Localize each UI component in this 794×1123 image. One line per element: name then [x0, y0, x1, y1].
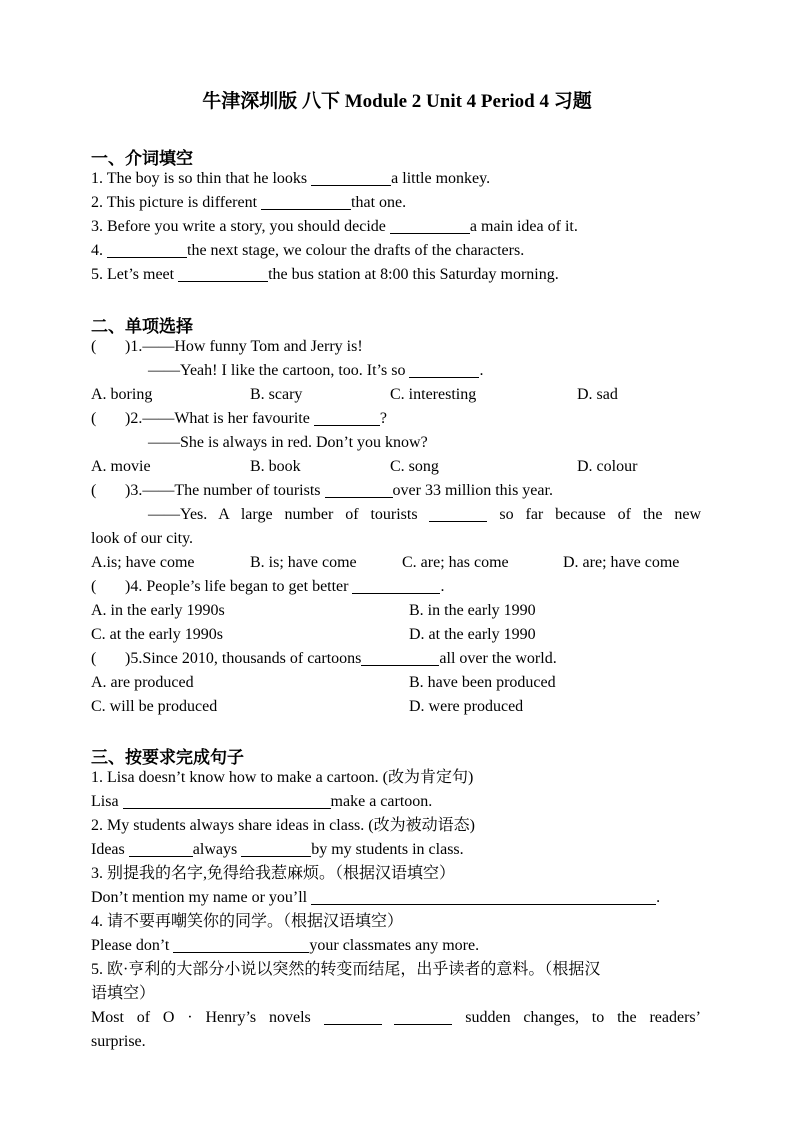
option-d[interactable]: D. were produced [409, 698, 524, 715]
s1-item-4: 4. the next stage, we colour the drafts of the characters. [91, 242, 525, 259]
option-b[interactable]: B. have been produced [409, 674, 556, 691]
answer-blank[interactable] [261, 193, 351, 210]
option-c[interactable]: C. will be produced [91, 698, 218, 715]
answer-blank[interactable] [390, 217, 470, 234]
answer-blank[interactable] [311, 888, 656, 905]
s1-item-5: 5. Let’s meet the bus station at 8:00 this Saturday morning. [91, 266, 559, 283]
section2-heading: 二、单项选择 [91, 317, 193, 336]
answer-blank[interactable] [107, 241, 187, 258]
mc-question-1: ( )1.——How funny Tom and Jerry is! [91, 338, 363, 355]
option-b[interactable]: B. is; have come [250, 554, 357, 571]
mc-question-5: ( )5.Since 2010, thousands of cartoons all over the world. [91, 650, 557, 667]
option-a[interactable]: A. boring [91, 386, 153, 403]
mc-question-2: ( )2.——What is her favourite ? [91, 410, 387, 427]
option-c[interactable]: C. interesting [390, 386, 477, 403]
option-a[interactable]: A. in the early 1990s [91, 602, 225, 619]
s3-answer-4: Please don’t your classmates any more. [91, 937, 480, 954]
answer-blank[interactable] [352, 577, 440, 594]
answer-blank[interactable] [314, 409, 380, 426]
option-d[interactable]: D. are; have come [563, 554, 680, 571]
answer-blank[interactable] [123, 792, 331, 809]
s1-item-2: 2. This picture is different that one. [91, 194, 407, 211]
option-a[interactable]: A.is; have come [91, 554, 195, 571]
option-b[interactable]: B. in the early 1990 [409, 602, 536, 619]
answer-blank[interactable] [241, 840, 311, 857]
option-c[interactable]: C. at the early 1990s [91, 626, 223, 643]
s3-question-5-continued: 语填空） [91, 985, 156, 1002]
s3-question-3: 3. 别提我的名字,免得给我惹麻烦。（根据汉语填空） [91, 865, 456, 882]
s3-question-1: 1. Lisa doesn’t know how to make a cartoon. (改为肯定句) [91, 769, 474, 786]
mc-question-4: ( )4. People’s life began to get better . [91, 578, 445, 595]
section1-heading: 一、介词填空 [91, 149, 193, 168]
mc-question-3-reply: ——Yes. A large number of tourists so far because of the new [148, 506, 702, 523]
mc-question-3: ( )3.——The number of tourists over 33 million this year. [91, 482, 553, 499]
mc-question-1-reply: ——Yeah! I like the cartoon, too. It’s so . [148, 362, 484, 379]
s3-answer-3: Don’t mention my name or you’ll . [91, 889, 661, 906]
option-a[interactable]: A. movie [91, 458, 151, 475]
option-d[interactable]: D. sad [577, 386, 618, 403]
s3-answer-1: Lisa make a cartoon. [91, 793, 433, 810]
s1-item-1: 1. The boy is so thin that he looks a little monkey. [91, 170, 491, 187]
option-c[interactable]: C. are; has come [402, 554, 509, 571]
answer-blank[interactable] [324, 1008, 382, 1025]
option-a[interactable]: A. are produced [91, 674, 194, 691]
page-title: 牛津深圳版 八下 Module 2 Unit 4 Period 4 习题 [202, 91, 592, 112]
answer-blank[interactable] [361, 649, 439, 666]
answer-blank[interactable] [394, 1008, 452, 1025]
mc-question-2-reply: ——She is always in red. Don’t you know? [148, 434, 428, 451]
section3-heading: 三、按要求完成句子 [91, 748, 244, 767]
mc-question-3-continued: look of our city. [91, 530, 194, 547]
s3-answer-2: Ideas always by my students in class. [91, 841, 464, 858]
s3-question-4: 4. 请不要再嘲笑你的同学。（根据汉语填空） [91, 913, 404, 930]
answer-blank[interactable] [409, 361, 479, 378]
s1-item-3: 3. Before you write a story, you should decide a main idea of it. [91, 218, 578, 235]
option-b[interactable]: B. scary [250, 386, 303, 403]
answer-blank[interactable] [311, 169, 391, 186]
answer-blank[interactable] [429, 505, 487, 522]
s3-answer-5-continued: surprise. [91, 1033, 146, 1050]
s3-answer-5: Most of O · Henry’s novels sudden changes, to the readers’ [91, 1009, 701, 1026]
answer-blank[interactable] [178, 265, 268, 282]
answer-blank[interactable] [129, 840, 193, 857]
option-b[interactable]: B. book [250, 458, 301, 475]
option-d[interactable]: D. at the early 1990 [409, 626, 536, 643]
option-c[interactable]: C. song [390, 458, 439, 475]
option-d[interactable]: D. colour [577, 458, 638, 475]
answer-blank[interactable] [173, 936, 309, 953]
s3-question-5: 5. 欧·亨利的大部分小说以突然的转变而结尾，出乎读者的意料。（根据汉 [91, 961, 601, 978]
s3-question-2: 2. My students always share ideas in class. (改为被动语态) [91, 817, 475, 834]
answer-blank[interactable] [325, 481, 393, 498]
